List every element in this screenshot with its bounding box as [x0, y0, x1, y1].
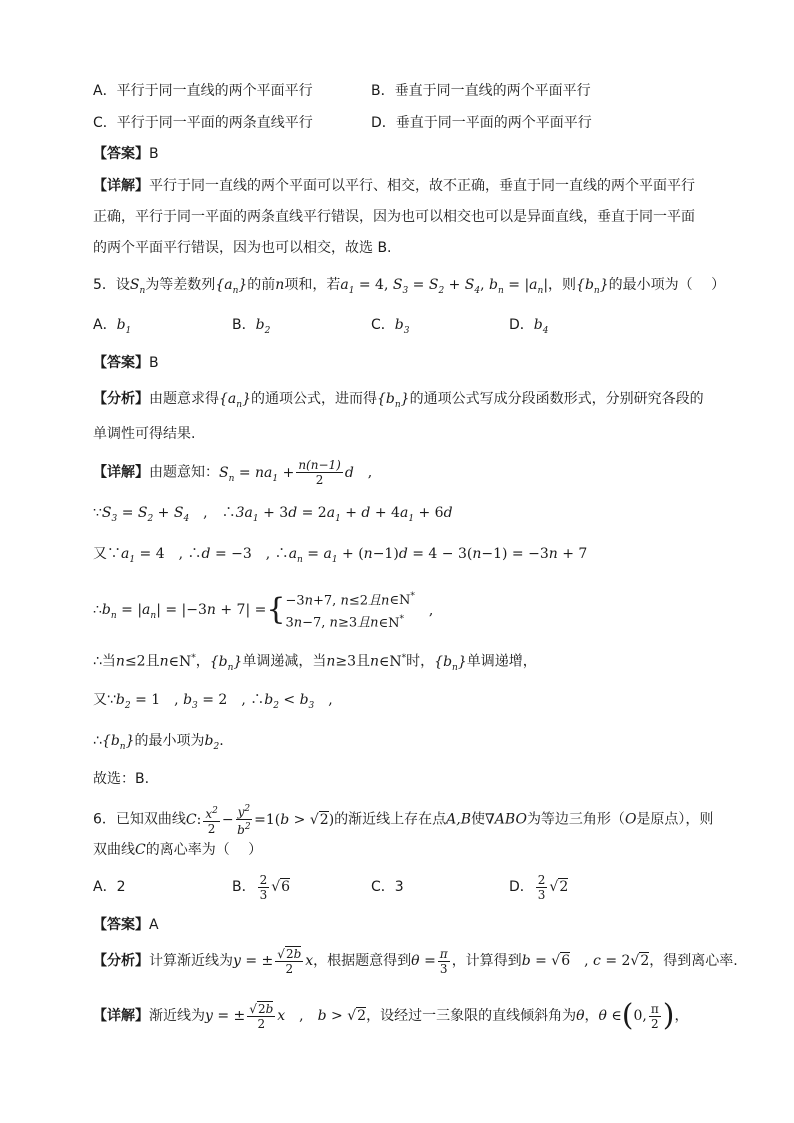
math-theta: θ = $\frac{\pi}{3}$ [411, 946, 448, 976]
option-label: A． [93, 317, 117, 333]
math-bn-seq: $\{b_n\}$ [576, 277, 609, 296]
math-n-in-n: n∈N* [370, 653, 407, 670]
math-b2: $b_2$ [204, 733, 220, 752]
q6-stem-text: 双曲线 [93, 842, 135, 858]
q5-stem-text: 5．设 [93, 277, 130, 293]
q6-stem-text: 是原点），则 [636, 811, 714, 828]
step-text: 且 [145, 653, 160, 670]
math-n-le-2: n≤2 [115, 653, 146, 670]
q4-answer [93, 144, 159, 164]
q5-option-b [232, 315, 270, 341]
detail-tag: 【详解】 [93, 464, 149, 481]
analysis-text: 由题意求得 [149, 391, 219, 407]
step-text: 且 [356, 653, 371, 670]
q5-step-6: $\therefore\{b_n\}$的最小项为$b_2$. [93, 733, 224, 752]
math-origin: O [624, 811, 637, 828]
q5-stem-text: 的最小项为（ ） [608, 277, 726, 293]
step-text: ∴ [93, 733, 102, 749]
q4-option-b: B．垂直于同一直线的两个平面平行 [371, 83, 591, 99]
q5-stem-text: ，则 [548, 277, 577, 293]
q4-option-d: D．垂直于同一平面的两个平面平行 [371, 115, 592, 131]
q5-detail-line-1: 【详解】由题意知：$S_n = na_1$ + $\frac{n(n-1)}{2}$ d , [93, 458, 373, 487]
q5-stem-text: 的前 [247, 277, 276, 293]
q6-stem-text: 的离心率为（ ） [145, 842, 263, 858]
q6-option-b: B． $\frac{2}{3}$ √6 [232, 872, 291, 902]
q5-choose: 故选：B. [93, 771, 150, 787]
math-bn-seq: $\{b_n\}$ [209, 653, 243, 673]
analysis-text: 计算渐近线为 [149, 953, 233, 969]
math-n: n [275, 277, 285, 293]
cond-text: 且 [368, 593, 382, 609]
answer-tag: 【答案】 [93, 146, 149, 162]
step-text: 单调递增， [466, 653, 537, 670]
paren-icon: ( [621, 998, 634, 1033]
step-text: 时， [406, 653, 435, 670]
detail-text: 平行于同一直线的两个平面可以平行、相交，故不正确，垂直于同一直线的两个平面平行 [149, 178, 695, 194]
q5-step-5 [93, 690, 333, 716]
math-bn-seq: $\{b_n\}$ [376, 391, 410, 410]
detail-text: 渐近线为 [149, 1008, 205, 1024]
math-b3: $b_3$ [394, 317, 410, 336]
q5-answer [93, 353, 159, 373]
math-bn-seq: $\{b_n\}$ [434, 653, 467, 673]
math-asymptote: y = ± $\frac{√2b}{2}$ x [233, 946, 314, 976]
math-b4: $b_4$ [533, 317, 549, 336]
math-sqrt2: √2 [549, 879, 569, 895]
detail-tag: 【详解】 [93, 1008, 149, 1024]
q5-step-2 [93, 544, 587, 570]
q5-analysis-line-2: 单调性可得结果. [93, 426, 196, 442]
detail-tag: 【详解】 [93, 178, 149, 194]
q4-detail-line-3: 的两个平面平行错误，因为也可以相交，故选 B. [93, 240, 392, 256]
analysis-tag: 【分析】 [93, 391, 149, 407]
q5-step-1 [93, 503, 453, 529]
step-text: ∴当 [93, 653, 116, 670]
q5-stem [93, 275, 725, 301]
math-step-1: $\because S_3 = S_2 + S_4$ , $\therefore 3a_1 + 3d = 2a_1 + d + 4a_1 + 6d$ [93, 505, 453, 524]
q6-stem-line-2 [93, 840, 262, 860]
math-asymptote: y = ± $\frac{√2b}{2}$ x , b > √2 [205, 1001, 367, 1031]
math-sum-formula: $S_n = na_1$ + $\frac{n(n-1)}{2}$ d [219, 458, 354, 487]
math-sn: $S_n$ [129, 277, 146, 296]
q6-detail [93, 996, 688, 1036]
math-interval: 0, $\frac{\pi}{2}$ [633, 1001, 659, 1031]
q5-option-d [509, 315, 548, 341]
q5-stem-text: 项和，若 [284, 277, 341, 293]
analysis-text: ，根据题意得到 [313, 953, 412, 969]
answer-value: A [149, 917, 159, 933]
detail-text: ， [674, 1008, 689, 1024]
math-an-seq: $\{a_n\}$ [219, 391, 251, 410]
paren-icon: ) [662, 998, 675, 1033]
answer-tag: 【答案】 [93, 917, 149, 933]
q6-option-a: A．2 [93, 879, 126, 895]
answer-value: B [149, 146, 159, 162]
q6-answer [93, 915, 159, 935]
math-triangle: ∇ABO [485, 811, 527, 828]
q5-step-3: $\therefore b_n = |a_n| = |-3n + 7|$ ={ −3n+7, n≤2且n∈N* 3n−7, n≥3且n∈N* , [93, 588, 433, 630]
cond-text: 且 [357, 615, 371, 631]
q4-detail-line-1 [93, 176, 695, 196]
math-condition: $a_1 = 4$, $S_3 = S_2 + S_4$, $b_n = |a_n|$ [340, 277, 549, 296]
q6-stem-text: 6．已知双曲线 [93, 811, 186, 828]
math-n-ge-3: n≥3 [326, 653, 357, 670]
analysis-text: ，计算得到 [451, 953, 522, 969]
math-points: A,B [446, 811, 472, 828]
math-step-2: 又$\because a_1 = 4$ , ∴d = −3 , $\therefore a_n = a_1 + (n-1)d = 4 - 3(n-1) = -3n + 7$ [93, 546, 588, 565]
detail-text: ，设经过一三象限的直线倾斜角为 [366, 1008, 577, 1024]
math-theta: θ，θ ∈ [576, 1008, 622, 1024]
answer-value: B [149, 355, 159, 371]
detail-text: 由题意知： [149, 464, 219, 481]
option-label: B． [232, 879, 256, 895]
q4-option-a: A．平行于同一直线的两个平面平行 [93, 83, 313, 99]
q6-stem-text: 使 [471, 811, 486, 828]
math-c: C [135, 842, 146, 858]
option-label: D． [509, 317, 534, 333]
q5-stem-text: 为等差数列 [145, 277, 216, 293]
q6-stem-text: 的渐近线上存在点 [334, 811, 447, 828]
step-text: ， [195, 653, 210, 670]
math-hyperbola: C: $\frac{x^2}{2}$ − $\frac{y^2}{b^2}$ =1(b > √2) [185, 804, 335, 837]
math-b1: $b_1$ [116, 317, 132, 336]
analysis-text: 的通项公式写成分段函数形式，分别研究各段的 [409, 391, 704, 407]
math-sqrt6: √6 [271, 879, 291, 895]
q5-analysis-line-1 [93, 389, 704, 415]
math-b2: $b_2$ [255, 317, 271, 336]
analysis-tag: 【分析】 [93, 953, 149, 969]
option-label: D． [509, 879, 534, 895]
q6-option-c: C．3 [371, 879, 404, 895]
q4-option-c: C．平行于同一平面的两条直线平行 [93, 115, 313, 131]
analysis-text: 的通项公式，进而得 [250, 391, 377, 407]
piecewise-cases: −3n+7, n≤2且n∈N* 3n−7, n≥3且n∈N* [285, 592, 415, 631]
step-text: 单调递减，当 [242, 653, 327, 670]
analysis-text: ，得到离心率. [649, 953, 738, 969]
q6-option-d: D． $\frac{2}{3}$ √2 [509, 872, 569, 902]
math-n-in-n: n∈N* [159, 653, 196, 670]
q5-option-a [93, 315, 131, 341]
step-text: 又∵ [93, 692, 116, 708]
q6-analysis [93, 942, 738, 980]
q6-stem-line-1 [93, 802, 713, 836]
step-text: 的最小项为 [134, 733, 205, 749]
math-piecewise: $\therefore b_n = |a_n| = |-3n + 7|$ = [93, 602, 267, 622]
answer-tag: 【答案】 [93, 355, 149, 371]
math-an-seq: $\{a_n\}$ [215, 277, 248, 296]
q5-option-c [371, 315, 409, 341]
option-label: C． [371, 317, 395, 333]
brace-icon: { [266, 592, 286, 628]
math-bn-seq: $\{b_n\}$ [101, 733, 135, 752]
q5-step-4 [93, 648, 537, 677]
math-b-values: $b_2 = 1$ , $b_3 = 2$ , $\therefore b_2 < b_3$ , [115, 692, 333, 711]
math-b-c: b = √6 , c = 2√2 [521, 953, 650, 969]
option-label: B． [232, 317, 256, 333]
q4-detail-line-2: 正确，平行于同一平面的两条直线平行错误，因为也可以相交也可以是异面直线，垂直于同一平面 [93, 209, 695, 225]
q6-stem-text: 为等边三角形（ [526, 811, 625, 828]
